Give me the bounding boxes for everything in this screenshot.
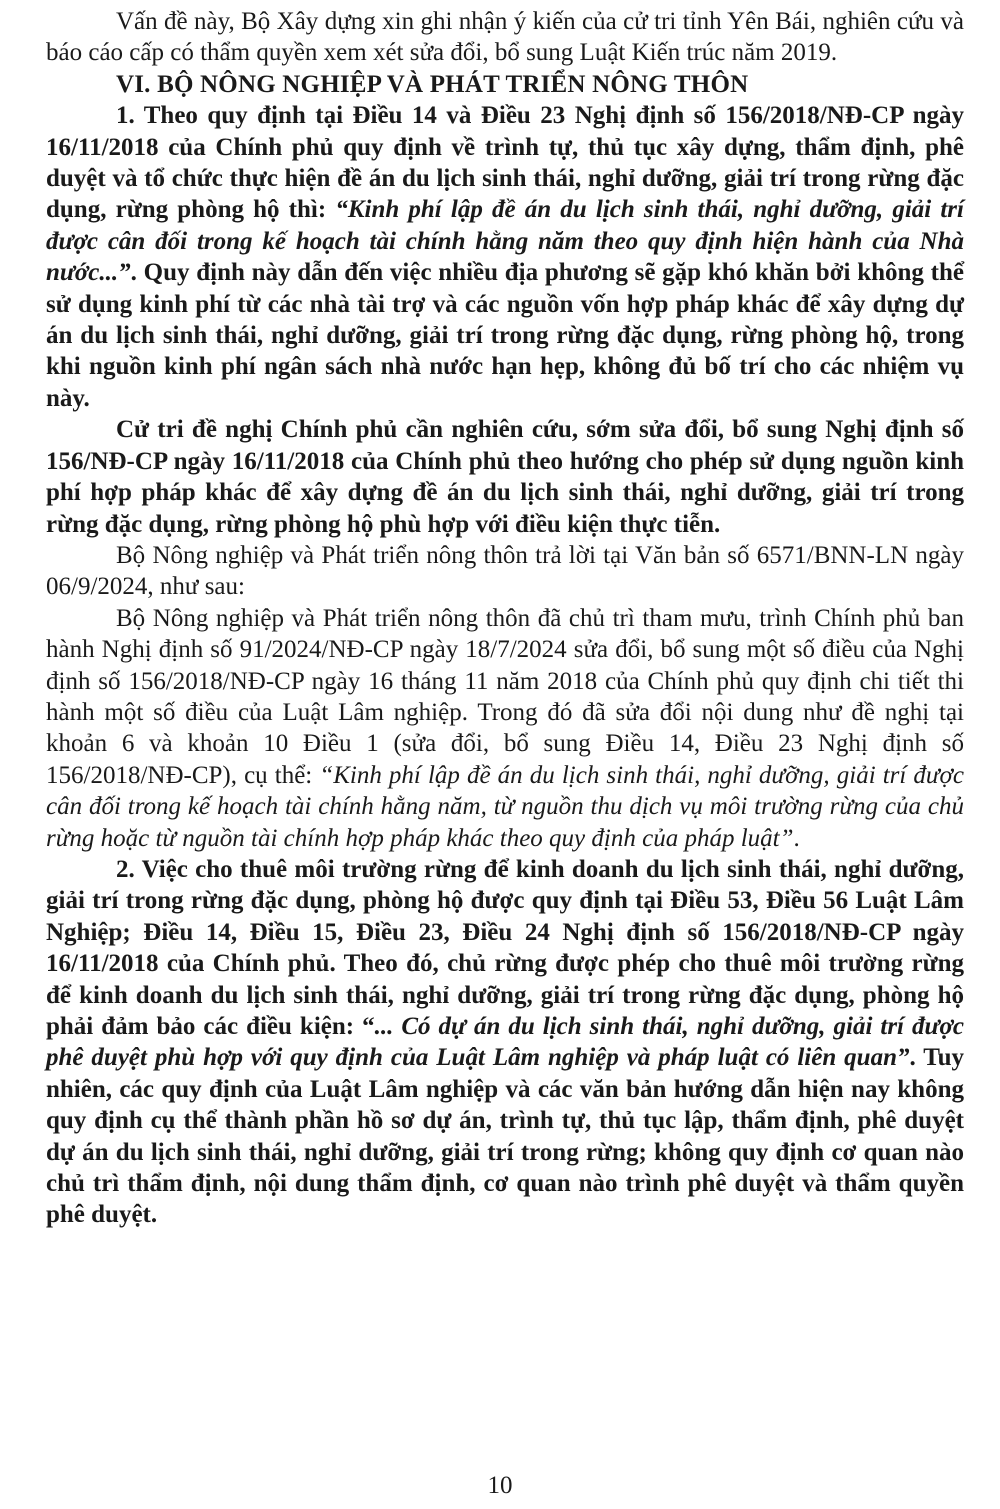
question-1-text-end: . Quy định này dẫn đến việc nhiều địa phương sẽ gặp khó khăn bởi không thể sử dụng kinh phí từ các nhà tài trợ và các nguồn vốn hợp pháp khác để xây dựng dự án du lịch sinh thái, nghỉ dưỡng, giải trí trong rừng đặc dụng, rừng phòng hộ, trong khi nguồn kinh phí ngân sách nhà nước hạn hẹp, không đủ bố trí cho các nhiệm vụ này.	[46, 259, 964, 412]
answer-1-quote: “Kinh phí lập đề án du lịch sinh thái, nghỉ dưỡng, giải trí được cân đối trong kế hoạch tài chính hằng năm, từ nguồn thu dịch vụ môi trường rừng của chủ rừng hoặc từ nguồn tài chính hợp pháp khác theo quy định của pháp luật”	[46, 761, 964, 852]
page-number: 10	[487, 1472, 513, 1499]
section-heading	[46, 69, 964, 100]
answer-1-end: .	[793, 824, 800, 852]
answer-1-body-text: Bộ Nông nghiệp và Phát triển nông thôn đã chủ trì tham mưu, trình Chính phủ ban hành Nghị định số 91/2024/NĐ-CP ngày 18/7/2024 sửa đổi, bổ sung một số điều của Nghị định số 156/2018/NĐ-CP ngày 16 tháng 11 năm 2018 của Chính phủ quy định chi tiết thi hành một số điều của Luật Lâm nghiệp. Trong đó đã sửa đổi nội dung như đề nghị tại khoản 6 và khoản 10 Điều 1 (sửa đổi, bổ sung Điều 14, Điều 23 Nghị định số 156/2018/NĐ-CP), cụ thể:	[46, 604, 964, 789]
paragraph-question-1-request	[46, 414, 964, 540]
paragraph-answer-1-body	[46, 603, 964, 854]
paragraph-question-2	[46, 854, 964, 1231]
question-2-text-start: 2. Việc cho thuê môi trường rừng để kinh doanh du lịch sinh thái, nghỉ dưỡng, giải trí trong rừng đặc dụng, phòng hộ được quy định tại Điều 53, Điều 56 Luật Lâm Nghiệp; Điều 14, Điều 15, Điều 23, Điều 24 Nghị định số 156/2018/NĐ-CP ngày 16/11/2018 của Chính phủ. Theo đó, chủ rừng được phép cho thuê môi trường rừng để kinh doanh du lịch sinh thái, nghỉ dưỡng, giải trí trong rừng đặc dụng, phòng hộ phải đảm bảo các điều kiện: “	[46, 855, 964, 1040]
paragraph-question-1	[46, 100, 964, 414]
question-1-request-text: Cử tri đề nghị Chính phủ cần nghiên cứu, sớm sửa đổi, bổ sung Nghị định số 156/NĐ-CP ngày 16/11/2018 của Chính phủ theo hướng cho phép sử dụng nguồn kinh phí hợp pháp khác để xây dựng đề án du lịch sinh thái, nghỉ dưỡng, giải trí trong rừng đặc dụng, rừng phòng hộ phù hợp với điều kiện thực tiễn.	[46, 416, 964, 538]
document-page	[46, 6, 964, 1231]
answer-1-intro-text: Bộ Nông nghiệp và Phát triển nông thôn trả lời tại Văn bản số 6571/BNN-LN ngày 06/9/2024, như sau:	[46, 541, 964, 601]
paragraph-answer-1-intro	[46, 540, 964, 603]
question-1-text-start: 1. Theo quy định tại Điều 14 và Điều 23 Nghị định số 156/2018/NĐ-CP ngày 16/11/2018 của Chính phủ quy định về trình tự, thủ tục xây dựng, thẩm định, phê duyệt và tổ chức thực hiện đề án du lịch sinh thái, nghỉ dưỡng, giải trí trong rừng đặc dụng, rừng phòng hộ thì:	[46, 102, 964, 224]
section-heading-text: VI. BỘ NÔNG NGHIỆP VÀ PHÁT TRIỂN NÔNG THÔN	[116, 70, 749, 98]
paragraph-intro	[46, 6, 964, 69]
question-2-quote: ... Có dự án du lịch sinh thái, nghỉ dưỡng, giải trí được phê duyệt phù hợp với quy định của Luật Lâm nghiệp và pháp luật có liên quan”	[46, 1013, 964, 1072]
question-2-text-end: . Tuy nhiên, các quy định của Luật Lâm nghiệp và các văn bản hướng dẫn hiện nay không quy định cụ thể thành phần hồ sơ dự án, trình tự, thủ tục lập, thẩm định, phê duyệt dự án du lịch sinh thái, nghỉ dưỡng, giải trí trong rừng; không quy định cơ quan nào chủ trì thẩm định, nội dung thẩm định, cơ quan nào trình phê duyệt và thẩm quyền phê duyệt.	[46, 1044, 964, 1229]
question-1-quote: “Kinh phí lập đề án du lịch sinh thái, nghỉ dưỡng, giải trí được cân đối trong kế hoạch tài chính hằng năm theo quy định hiện hành của Nhà nước...”	[46, 196, 964, 287]
paragraph-intro-text: Vấn đề này, Bộ Xây dựng xin ghi nhận ý kiến của cử tri tỉnh Yên Bái, nghiên cứu và báo cáo cấp có thẩm quyền xem xét sửa đổi, bổ sung Luật Kiến trúc năm 2019.	[46, 8, 964, 67]
